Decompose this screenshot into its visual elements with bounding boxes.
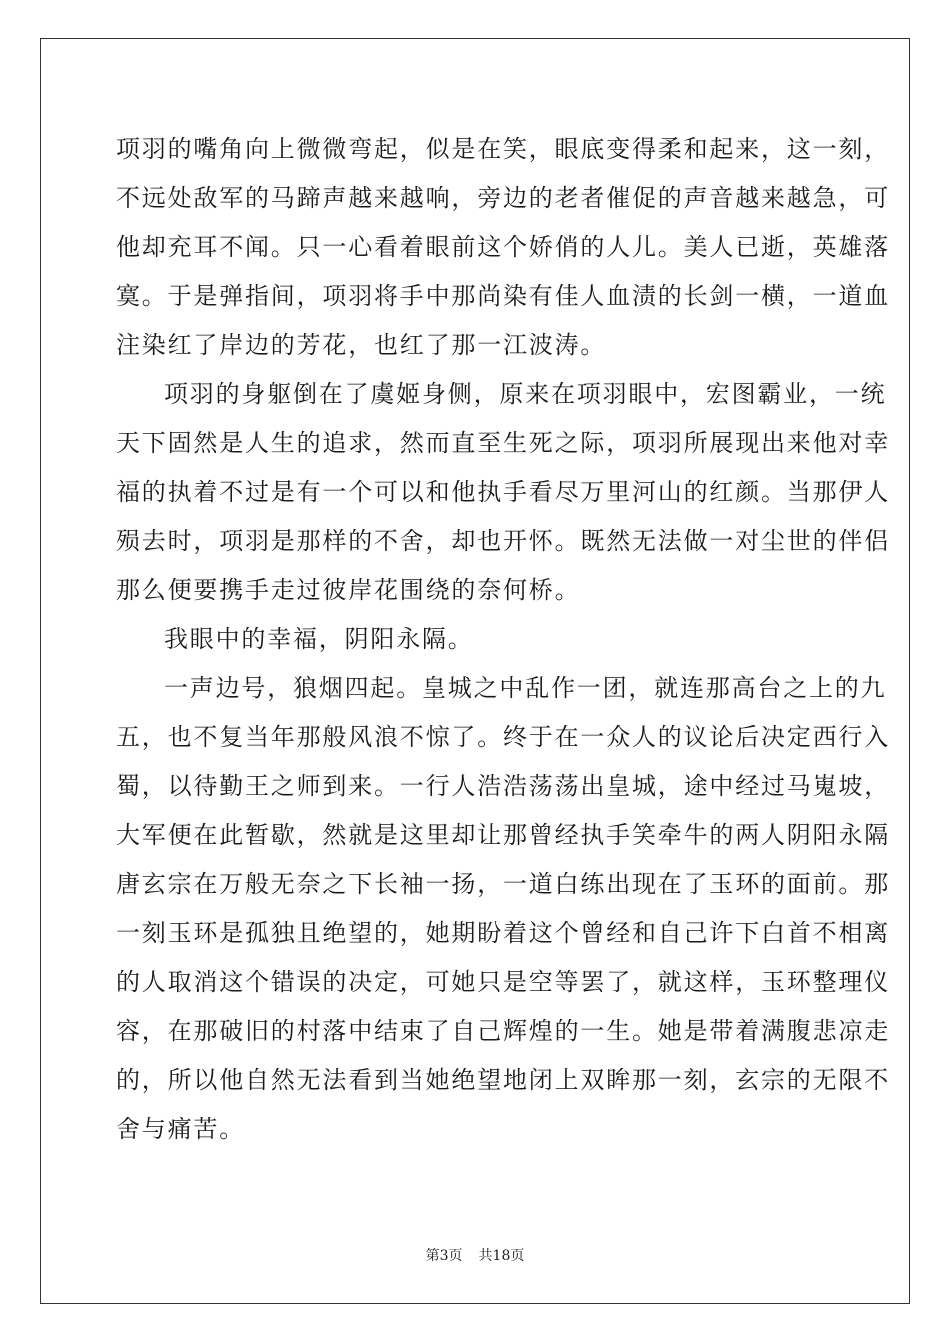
page-number: 第3页 [425,1248,463,1264]
paragraph-start-line: 项羽的身躯倒在了虞姬身侧，原来在项羽眼中，宏图霸业，一统 [164,380,887,408]
text-line: 的人取消这个错误的决定，可她只是空等罢了，就这样，玉环整理仪 [116,968,890,996]
text-line: 大军便在此暂歇，然就是这里却让那曾经执手笑牵牛的两人阴阳永隔 [116,821,890,849]
text-line: 殒去时，项羽是那样的不舍，却也开怀。既然无法做一对尘世的伴侣 [116,527,890,555]
text-line: 他却充耳不闻。只一心看着眼前这个娇俏的人儿。美人已逝，英雄落 [116,233,890,261]
text-line: 福的执着不过是有一个可以和他执手看尽万里河山的红颜。当那伊人 [116,478,890,506]
page-total: 共18页 [478,1248,525,1264]
text-line: 那么便要携手走过彼岸花围绕的奈何桥。 [116,576,581,604]
text-line: 的，所以他自然无法看到当她绝望地闭上双眸那一刻，玄宗的无限不 [116,1066,890,1094]
text-line: 天下固然是人生的追求，然而直至生死之际，项羽所展现出来他对幸 [116,429,890,457]
paragraph-start-line: 我眼中的幸福，阴阳永隔。 [164,625,474,653]
text-line: 寞。于是弹指间，项羽将手中那尚染有佳人血渍的长剑一横，一道血 [116,282,890,310]
text-line: 一刻玉环是孤独且绝望的，她期盼着这个曾经和自己许下白首不相离 [116,919,890,947]
text-line: 不远处敌军的马蹄声越来越响，旁边的老者催促的声音越来越急，可 [116,184,890,212]
text-line: 容，在那破旧的村落中结束了自己辉煌的一生。她是带着满腹悲凉走 [116,1017,890,1045]
text-line: 舍与痛苦。 [116,1115,245,1143]
text-line: 蜀，以待勤王之师到来。一行人浩浩荡荡出皇城，途中经过马嵬坡， [116,772,890,800]
paragraph-start-line: 一声边号，狼烟四起。皇城之中乱作一团，就连那高台之上的九 [164,674,887,702]
text-line: 五，也不复当年那般风浪不惊了。终于在一众人的议论后决定西行入 [116,723,890,751]
text-line: 唐玄宗在万般无奈之下长袖一扬，一道白练出现在了玉环的面前。那 [116,870,890,898]
document-body [116,125,890,1154]
page-footer [0,1245,950,1265]
text-line: 项羽的嘴角向上微微弯起，似是在笑，眼底变得柔和起来，这一刻， [116,135,890,163]
text-line: 注染红了岸边的芳花，也红了那一江波涛。 [116,331,607,359]
